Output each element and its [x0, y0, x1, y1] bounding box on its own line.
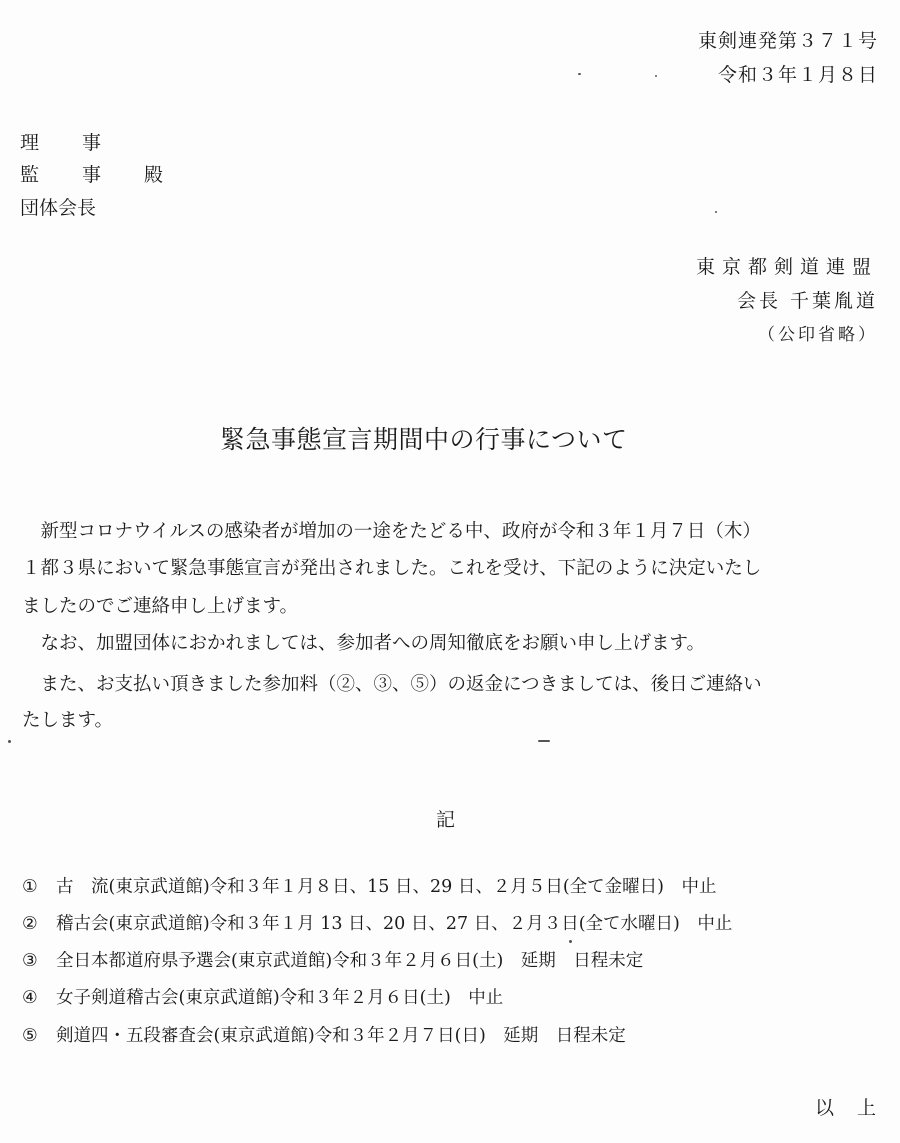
list-item — [22, 1022, 626, 1047]
item-number: ④ — [22, 988, 38, 1008]
scan-speck — [569, 940, 572, 943]
recipient-honorific: 殿 — [144, 164, 164, 186]
list-item — [22, 984, 503, 1009]
document-title: 緊急事態宣言期間中の行事について — [220, 425, 628, 454]
recipient-text: 事 — [82, 164, 102, 186]
list-item — [22, 947, 643, 972]
body-line: たします。 — [22, 710, 114, 731]
list-item — [22, 873, 716, 898]
body-line: また、お支払い頂きました参加料（②、③、⑤）の返金につきましては、後日ご連絡い — [22, 674, 762, 695]
scan-speck — [715, 211, 717, 213]
ki-heading: 記 — [436, 809, 456, 831]
sender-organization: 東京都剣道連盟 — [695, 256, 878, 278]
body-line: ましたのでご連絡申し上げます。 — [22, 596, 299, 617]
item-text: 古 流(東京武道館)令和３年１月８日、15 日、29 日、２月５日(全て金曜日) 中止 — [56, 877, 717, 897]
recipient-text: 団体会長 — [20, 197, 97, 219]
seal-omitted-note: （公印省略） — [758, 325, 878, 345]
item-text: 全日本都道府県予選会(東京武道館)令和３年２月６日(土) 延期 日程未定 — [56, 951, 644, 971]
scan-speck — [538, 740, 550, 742]
item-text: 剣道四・五段審査会(東京武道館)令和３年２月７日(日) 延期 日程未定 — [56, 1026, 626, 1046]
scan-speck — [8, 740, 11, 743]
reference-number: 東剣連発第３７１号 — [697, 30, 878, 52]
item-number: ① — [22, 877, 38, 897]
scan-speck — [578, 73, 581, 75]
recipient-line-3 — [20, 193, 96, 220]
item-text: 女子剣道稽古会(東京武道館)令和３年２月６日(土) 中止 — [56, 988, 504, 1008]
body-line: なお、加盟団体におかれましては、参加者への周知徹底をお願い申し上げます。 — [22, 633, 706, 654]
recipient-line-2 — [20, 160, 163, 187]
item-number: ③ — [22, 951, 38, 971]
item-number: ⑤ — [22, 1026, 38, 1046]
item-number: ② — [22, 914, 38, 934]
recipient-text: 理 — [20, 132, 40, 154]
list-item — [22, 910, 732, 935]
sender-president: 会長 千葉胤道 — [736, 290, 878, 312]
item-text: 稽古会(東京武道館)令和３年１月 13 日、20 日、27 日、２月３日(全て水曜日) 中止 — [56, 914, 733, 934]
body-line: １都３県において緊急事態宣言が発出されました。これを受け、下記のように決定いたし — [22, 558, 762, 579]
recipient-text: 監 — [20, 164, 40, 186]
recipient-line-1 — [20, 128, 144, 155]
body-line: 新型コロナウイルスの感染者が増加の一途をたどる中、政府が令和３年１月７日（木） — [22, 521, 761, 542]
scan-speck — [655, 75, 657, 77]
closing-mark: 以 上 — [814, 1097, 878, 1119]
issue-date: 令和３年１月８日 — [717, 64, 878, 86]
recipient-text: 事 — [82, 132, 102, 154]
